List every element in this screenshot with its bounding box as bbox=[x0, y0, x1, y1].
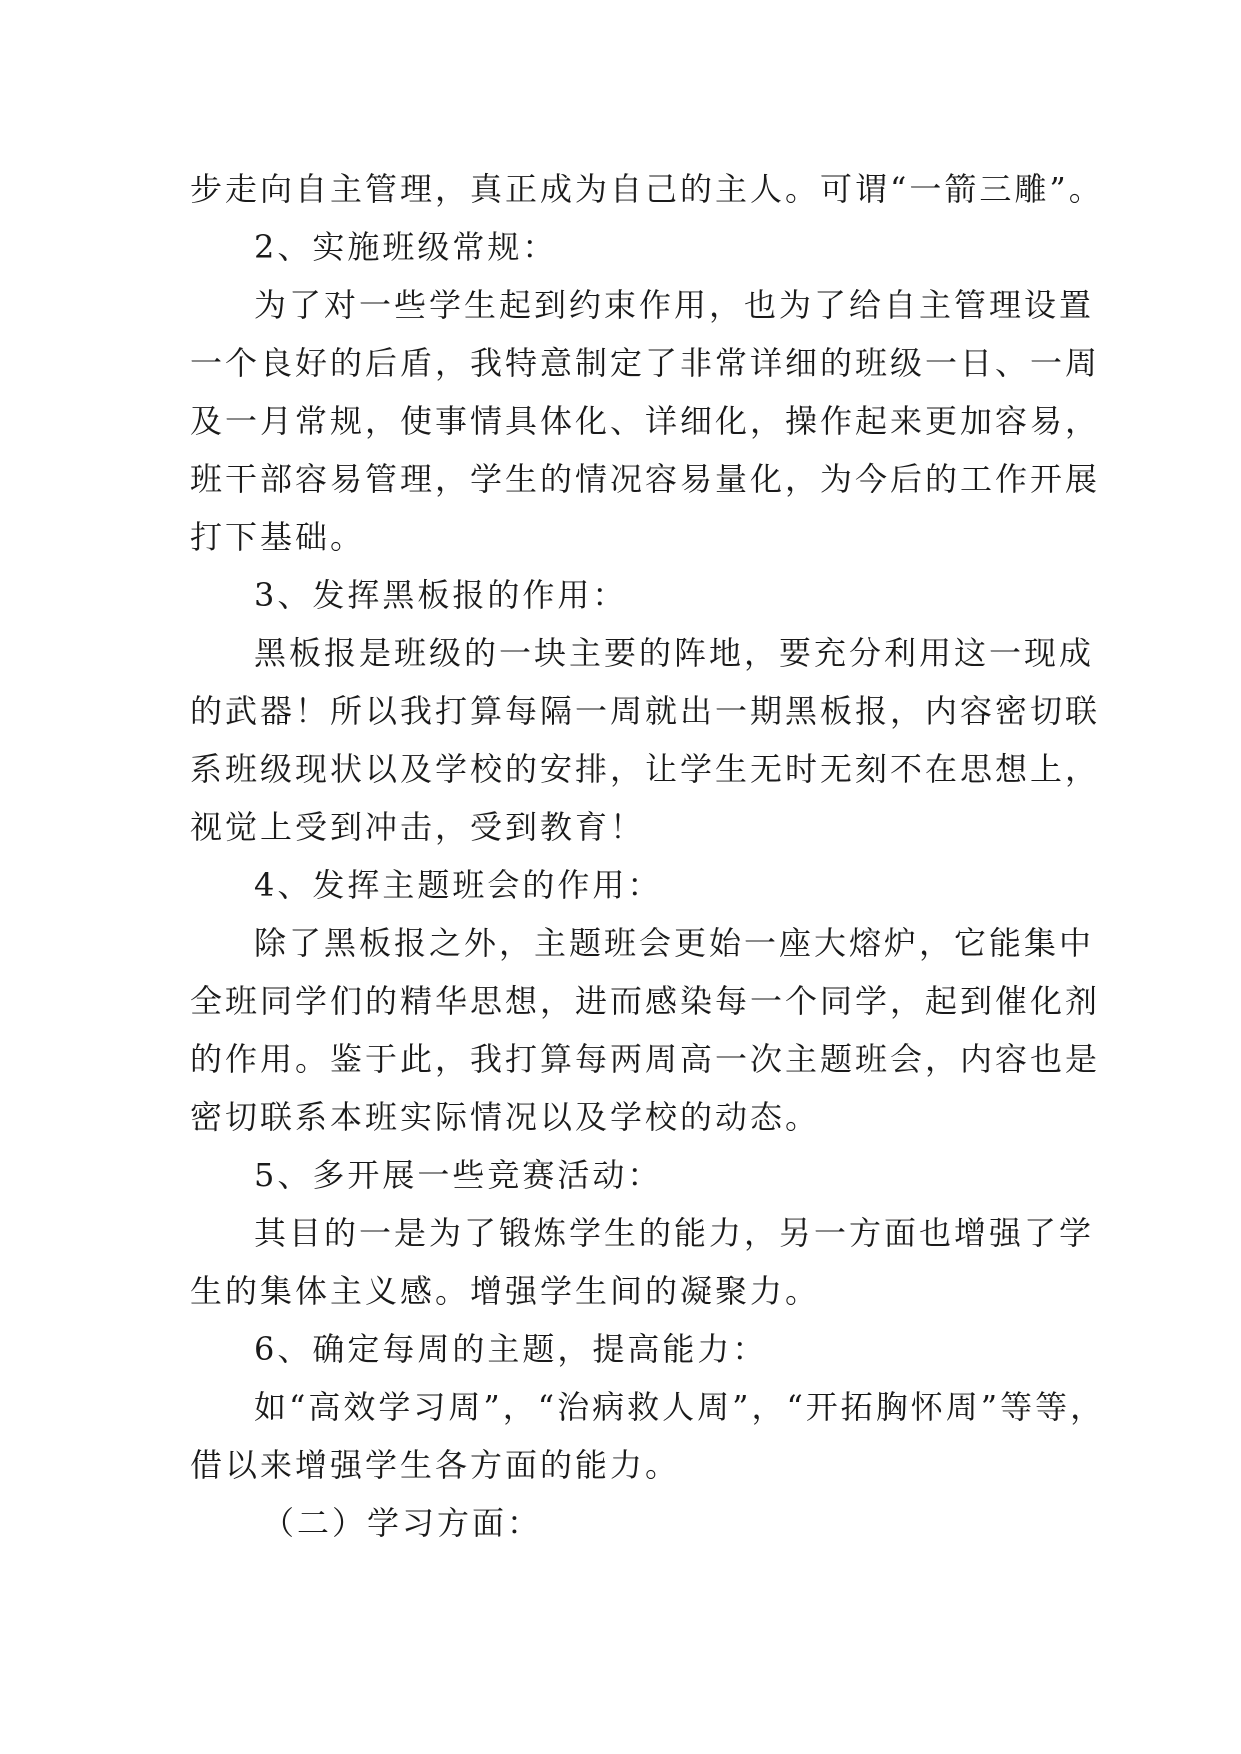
section-heading: 6、确定每周的主题，提高能力： bbox=[254, 1330, 768, 1368]
text-line: 生的集体主义感。增强学生间的凝聚力。 bbox=[190, 1272, 821, 1310]
text-line: 密切联系本班实际情况以及学校的动态。 bbox=[190, 1098, 821, 1136]
text-line: 一个良好的后盾，我特意制定了非常详细的班级一日、一周 bbox=[190, 344, 1101, 382]
text-line: 班干部容易管理，学生的情况容易量化，为今后的工作开展 bbox=[190, 460, 1101, 498]
text-line: 全班同学们的精华思想，进而感染每一个同学，起到催化剂 bbox=[190, 982, 1101, 1020]
text-line: 打下基础。 bbox=[190, 518, 366, 556]
text-line: 步走向自主管理，真正成为自己的主人。可谓“一箭三雕”。 bbox=[190, 170, 1104, 208]
text-line: 其目的一是为了锻炼学生的能力，另一方面也增强了学 bbox=[254, 1214, 1095, 1252]
text-line: 系班级现状以及学校的安排，让学生无时无刻不在思想上， bbox=[190, 750, 1101, 788]
text-line: 黑板报是班级的一块主要的阵地，要充分利用这一现成 bbox=[254, 634, 1095, 672]
section-heading: 3、发挥黑板报的作用： bbox=[254, 576, 628, 614]
text-line: 的武器！所以我打算每隔一周就出一期黑板报，内容密切联 bbox=[190, 692, 1101, 730]
document-body bbox=[190, 160, 1106, 1552]
text-line: 为了对一些学生起到约束作用，也为了给自主管理设置 bbox=[254, 286, 1095, 324]
section-heading: 4、发挥主题班会的作用： bbox=[254, 866, 663, 904]
text-line: 如“高效学习周”，“治病救人周”，“开拓胸怀周”等等， bbox=[254, 1388, 1106, 1426]
section-heading: （二）学习方面： bbox=[262, 1504, 543, 1542]
text-line: 借以来增强学生各方面的能力。 bbox=[190, 1446, 681, 1484]
text-line: 及一月常规，使事情具体化、详细化，操作起来更加容易， bbox=[190, 402, 1101, 440]
text-line: 除了黑板报之外，主题班会更始一座大熔炉，它能集中 bbox=[254, 924, 1095, 962]
section-heading: 5、多开展一些竞赛活动： bbox=[254, 1156, 663, 1194]
text-line: 视觉上受到冲击，受到教育！ bbox=[190, 808, 646, 846]
section-heading: 2、实施班级常规： bbox=[254, 228, 558, 266]
text-line: 的作用。鉴于此，我打算每两周高一次主题班会，内容也是 bbox=[190, 1040, 1101, 1078]
